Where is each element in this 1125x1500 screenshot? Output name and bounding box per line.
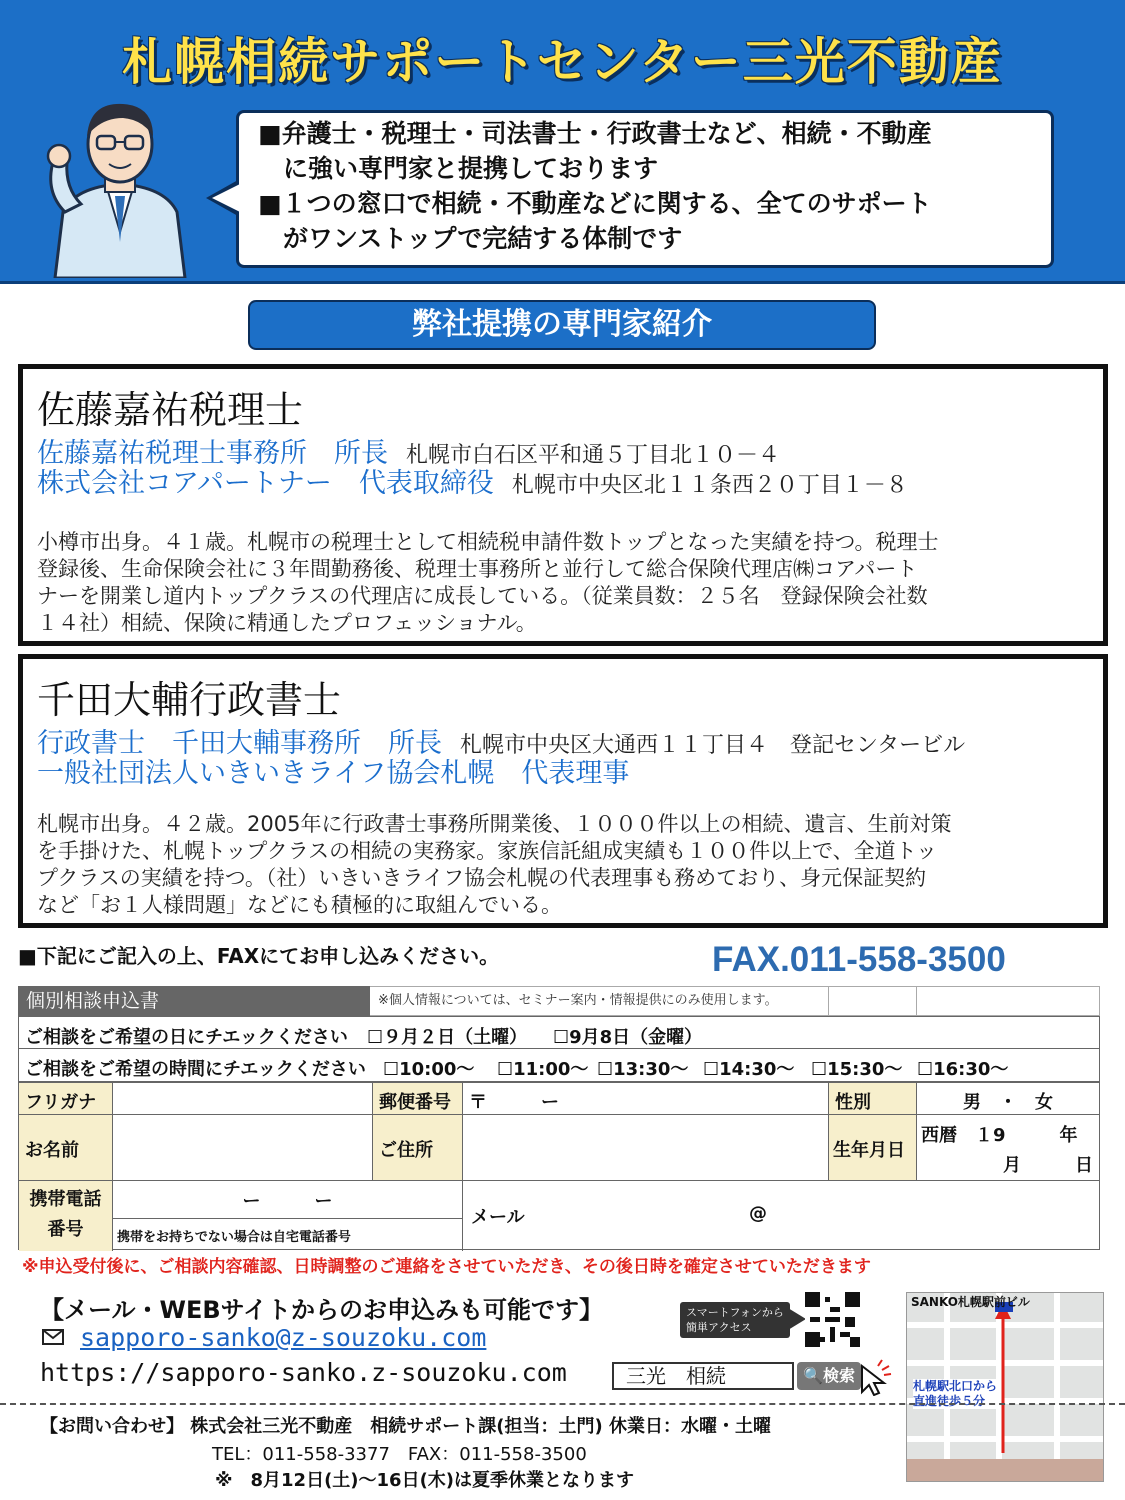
furigana-field[interactable] <box>113 1083 373 1115</box>
address-field[interactable] <box>463 1115 829 1181</box>
name-label: お名前 <box>19 1115 113 1181</box>
bio-line: 札幌市出身。４２歳。2005年に行政書士事務所開業後、１０００件以上の相続、遺言、生前対策 <box>37 812 952 836</box>
time-option[interactable]: ☐16:30～ <box>917 1059 1009 1080</box>
date-option-sep8[interactable]: ☐9月8日（金曜） <box>553 1027 703 1048</box>
expert-address: 札幌市白石区平和通５丁目北１０－４ <box>406 443 781 468</box>
mail-at: @ <box>749 1203 767 1224</box>
arrow-right-icon <box>788 1308 806 1330</box>
phone-label-line: 携帯電話 <box>29 1189 102 1210</box>
phone-field[interactable]: ー ー <box>113 1181 463 1219</box>
smartphone-label-line: 簡単アクセス <box>686 1321 752 1334</box>
furigana-label: フリガナ <box>19 1083 113 1115</box>
date-row <box>18 1016 1100 1049</box>
search-button[interactable]: 🔍検索 <box>797 1362 861 1390</box>
bubble-line: に強い専門家と提携しております <box>258 154 659 183</box>
postal-label: 郵便番号 <box>373 1083 463 1115</box>
phone-note: 携帯をお持ちでない場合は自宅電話番号 <box>113 1219 463 1251</box>
page-title: 札幌相続サポートセンター三光不動産 <box>122 33 1003 91</box>
map-title: SANKO札幌駅前ビル <box>911 1295 1030 1309</box>
birth-field[interactable] <box>917 1115 1099 1181</box>
fax-number: FAX.011-558-3500 <box>712 940 1006 979</box>
smartphone-label-line: スマートフォンから <box>686 1306 784 1319</box>
expert-org: 一般社団法人いきいきライフ協会札幌 代表理事 <box>37 758 630 789</box>
expert-name: 千田大輔行政書士 <box>37 678 342 722</box>
time-row <box>18 1049 1100 1082</box>
phone-label-line: 番号 <box>47 1219 84 1240</box>
location-map[interactable] <box>906 1292 1104 1482</box>
bio-line: 登録後、生命保険会社に３年間勤務後、税理士事務所と並行して総合保険代理店㈱コアパート <box>37 557 918 581</box>
bio-line: など「お１人様問題」などにも積極的に取組んでいる。 <box>37 893 562 917</box>
gender-field[interactable]: 男 ・ 女 <box>917 1083 1099 1115</box>
cursor-icon <box>858 1358 892 1396</box>
mail-field[interactable] <box>463 1181 1101 1251</box>
expert-role <box>37 751 629 790</box>
qr-code-icon[interactable] <box>805 1292 860 1347</box>
website-url[interactable]: https://sapporo-sanko.z-souzoku.com <box>40 1358 567 1387</box>
date-option-sep2[interactable]: ☐９月２日（土曜） <box>367 1027 528 1048</box>
bubble-line: ■弁護士・税理士・司法書士・行政書士など、相続・不動産 <box>258 119 932 148</box>
privacy-note: ※個人情報については、セミナー案内・情報提供にのみ使用します。 <box>378 993 778 1008</box>
form-title: 個別相談申込書 <box>18 986 370 1016</box>
expert-bio <box>37 811 1097 919</box>
expert-address: 札幌市中央区北１１条西２０丁目１－８ <box>511 473 908 498</box>
form-warning: ※申込受付後に、ご相談内容確認、日時調整のご連絡をさせていただき、その後日時を確定させていただきます <box>22 1257 871 1277</box>
bubble-line: ■１つの窓口で相続・不動産などに関する、全てのサポート <box>258 189 932 218</box>
bio-line: 小樽市出身。４１歳。札幌市の税理士として相続税申請件数トップとなった実績を持つ。税理士 <box>37 530 939 554</box>
time-option[interactable]: ☐14:30～ <box>703 1059 795 1080</box>
postal-field[interactable]: 〒 ー <box>463 1083 829 1115</box>
expert-card-sato <box>18 364 1108 646</box>
footer-holiday-note: ※ 8月12日(土)～16日(木)は夏季休業となります <box>215 1470 635 1491</box>
bio-line: １４社）相続、保険に精通したプロフェッショナル。 <box>37 611 537 635</box>
date-label: ご相談をご希望の日にチエックください <box>25 1027 348 1048</box>
businessman-illustration <box>35 92 205 278</box>
bio-line: ナーを開業し道内トップクラスの代理店に成長している。（従業員数：２５名 登録保険会社数 <box>37 584 928 608</box>
time-option[interactable]: ☐13:30～ <box>597 1059 689 1080</box>
map-note-line: 直進徒歩５分 <box>913 1394 986 1408</box>
footer-phone-fax: TEL：011-558-3377 FAX：011-558-3500 <box>212 1444 587 1465</box>
address-label: ご住所 <box>373 1115 463 1181</box>
bubble-text <box>258 116 1048 256</box>
expert-card-senda <box>18 654 1108 928</box>
footer-contact: 【お問い合わせ】 株式会社三光不動産 相続サポート課(担当：土門) 休業日：水曜・土曜 <box>40 1416 771 1437</box>
expert-org: 株式会社コアパートナー 代表取締役 <box>37 468 494 499</box>
expert-org: 行政書士 千田大輔事務所 所長 <box>37 728 442 759</box>
expert-org: 佐藤嘉祐税理士事務所 所長 <box>37 438 388 469</box>
time-option[interactable]: ☐15:30～ <box>811 1059 903 1080</box>
form-instruction: ■下記にご記入の上、FAXにてお申し込みください。 <box>18 944 500 968</box>
expert-address: 札幌市中央区大通西１１丁目４ 登記センタービル <box>460 733 966 758</box>
expert-bio <box>37 529 1097 637</box>
gender-label: 性別 <box>829 1083 917 1115</box>
expert-name: 佐藤嘉祐税理士 <box>37 388 304 432</box>
birth-label: 生年月日 <box>829 1115 917 1181</box>
map-note-line: 札幌駅北口から <box>913 1379 998 1393</box>
application-form-grid <box>18 1082 1100 1250</box>
bubble-line: がワンストップで完結する体制です <box>258 224 683 253</box>
expert-role <box>37 461 908 500</box>
time-option[interactable]: ☐10:00～ <box>383 1059 475 1080</box>
search-input[interactable]: 三光 相続 <box>612 1362 794 1390</box>
contact-heading: 【メール・WEBサイトからのお申込みも可能です】 <box>40 1296 603 1324</box>
smartphone-access-label <box>680 1302 790 1338</box>
section-title: 弊社提携の専門家紹介 <box>248 300 876 350</box>
mail-icon <box>42 1329 64 1345</box>
birth-line-2: 月 日 <box>1003 1155 1093 1176</box>
cut-line <box>0 1403 1125 1405</box>
email-link[interactable]: sapporo-sanko@z-souzoku.com <box>80 1323 487 1352</box>
time-label: ご相談をご希望の時間にチエックください <box>25 1059 366 1080</box>
name-field[interactable] <box>113 1115 373 1181</box>
bio-line: を手掛けた、札幌トップクラスの相続の実務家。家族信託組成実績も１００件以上で、全道トッ <box>37 839 938 863</box>
bio-line: プクラスの実績を持つ。（社）いきいきライフ協会札幌の代表理事も務めており、身元保証契約 <box>37 866 927 890</box>
phone-label <box>19 1181 113 1251</box>
mail-label: メール <box>471 1207 525 1228</box>
time-option[interactable]: ☐11:00～ <box>497 1059 589 1080</box>
birth-line-1: 西暦 １9 年 <box>921 1125 1078 1146</box>
